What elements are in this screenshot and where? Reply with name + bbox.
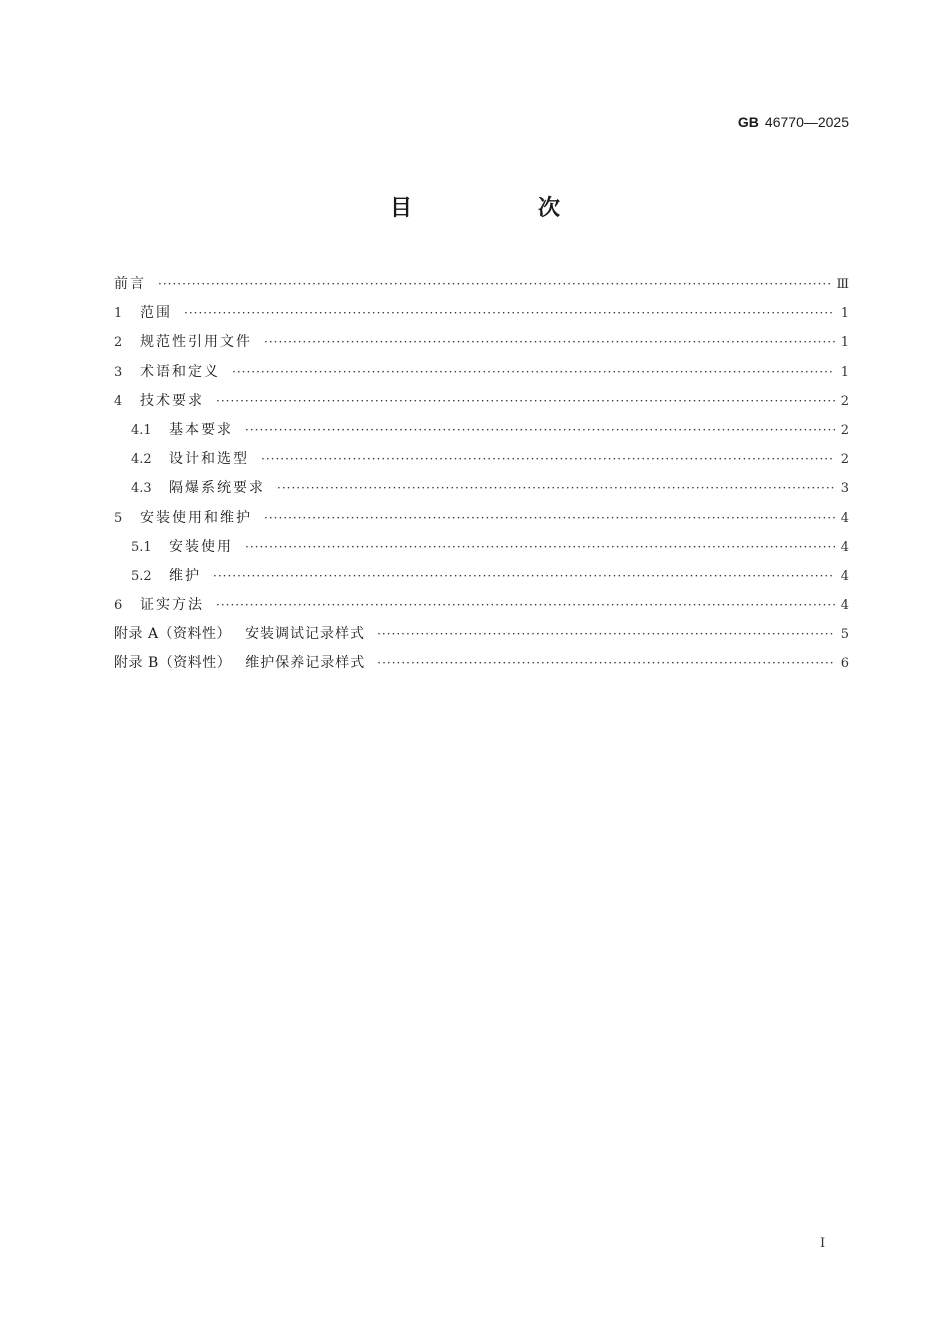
toc-entry-number: 5.1 — [131, 539, 152, 555]
annex-label: 附录 B（资料性） — [114, 655, 232, 672]
dot-leader — [264, 328, 835, 357]
dot-leader — [261, 445, 835, 474]
toc-entry-number: 4.3 — [131, 481, 152, 497]
standard-number — [738, 114, 849, 130]
dot-leader — [213, 562, 835, 591]
annex-label: 附录 A（资料性） — [114, 626, 232, 643]
dot-leader — [377, 620, 835, 649]
toc-entry-4-3[interactable] — [114, 474, 849, 503]
dot-leader — [158, 270, 830, 299]
toc-entry-number: 2 — [114, 335, 123, 351]
toc-entry-page: 4 — [840, 598, 849, 614]
toc-entry-page: 4 — [840, 510, 849, 526]
toc-entry-title: 安装使用 — [169, 538, 233, 555]
toc-entry-title: 证实方法 — [140, 597, 204, 614]
toc-entry-annex-a[interactable] — [114, 620, 849, 649]
dot-leader — [245, 416, 835, 445]
toc-entry-page: 1 — [840, 335, 849, 351]
toc-entry-number: 5.2 — [131, 568, 152, 584]
toc-entry-title: 维护保养记录样式 — [245, 655, 366, 672]
toc-entry-title: 前言 — [114, 276, 146, 292]
toc-entry-title: 安装调试记录样式 — [245, 626, 366, 643]
dot-leader — [216, 591, 835, 620]
dot-leader — [184, 299, 835, 328]
toc-entry-title: 基本要求 — [169, 421, 233, 438]
toc-title: 目 次 — [389, 196, 612, 221]
toc-entry-title: 维护 — [169, 567, 201, 584]
toc-entry-page: 4 — [840, 568, 849, 584]
standard-code: 46770—2025 — [764, 114, 849, 130]
toc-entry-4[interactable] — [114, 387, 849, 416]
toc-entry-page: 2 — [840, 393, 849, 409]
toc-entry-page: 3 — [840, 481, 849, 497]
toc-entry-page: 1 — [840, 306, 849, 322]
toc-entry-6[interactable] — [114, 591, 849, 620]
toc-entry-title: 术语和定义 — [140, 363, 220, 380]
toc-entry-number: 4 — [114, 393, 123, 409]
toc-entry-page: 5 — [840, 627, 849, 643]
toc-entry-number: 3 — [114, 364, 123, 380]
toc-entry-title: 范围 — [140, 305, 172, 322]
toc-entry-page: 2 — [840, 422, 849, 438]
toc-entry-foreword[interactable] — [114, 270, 849, 299]
toc-entry-title: 设计和选型 — [169, 451, 249, 468]
toc-entry-title: 隔爆系统要求 — [169, 480, 265, 497]
standard-prefix: GB — [737, 114, 759, 130]
toc-entry-page: 4 — [840, 539, 849, 555]
toc-entry-title: 规范性引用文件 — [140, 334, 252, 351]
toc-entry-title: 安装使用和维护 — [140, 509, 252, 526]
toc-entry-number: 5 — [114, 510, 123, 526]
toc-entry-5[interactable] — [114, 504, 849, 533]
toc-entry-number: 6 — [114, 598, 123, 614]
toc-entry-5-2[interactable] — [114, 562, 849, 591]
toc-entry-3[interactable] — [114, 358, 849, 387]
dot-leader — [377, 649, 834, 678]
toc-entry-4-2[interactable] — [114, 445, 849, 474]
dot-leader — [232, 358, 835, 387]
toc-entry-page: 6 — [840, 656, 849, 672]
toc-entry-number: 1 — [114, 306, 123, 322]
toc-entry-page: 1 — [840, 364, 849, 380]
dot-leader — [216, 387, 835, 416]
toc-entry-1[interactable] — [114, 299, 849, 328]
toc-entry-number: 4.2 — [131, 452, 152, 468]
toc-entry-5-1[interactable] — [114, 533, 849, 562]
toc-entry-annex-b[interactable] — [114, 649, 849, 678]
toc-list — [114, 270, 849, 679]
toc-entry-number: 4.1 — [131, 422, 152, 438]
toc-entry-page: 2 — [840, 452, 849, 468]
toc-entry-2[interactable] — [114, 328, 849, 357]
dot-leader — [264, 504, 835, 533]
dot-leader — [277, 474, 835, 503]
toc-entry-4-1[interactable] — [114, 416, 849, 445]
dot-leader — [245, 533, 835, 562]
toc-entry-title: 技术要求 — [140, 392, 204, 409]
toc-entry-page: Ⅲ — [836, 277, 849, 292]
page-number: I — [820, 1236, 826, 1251]
